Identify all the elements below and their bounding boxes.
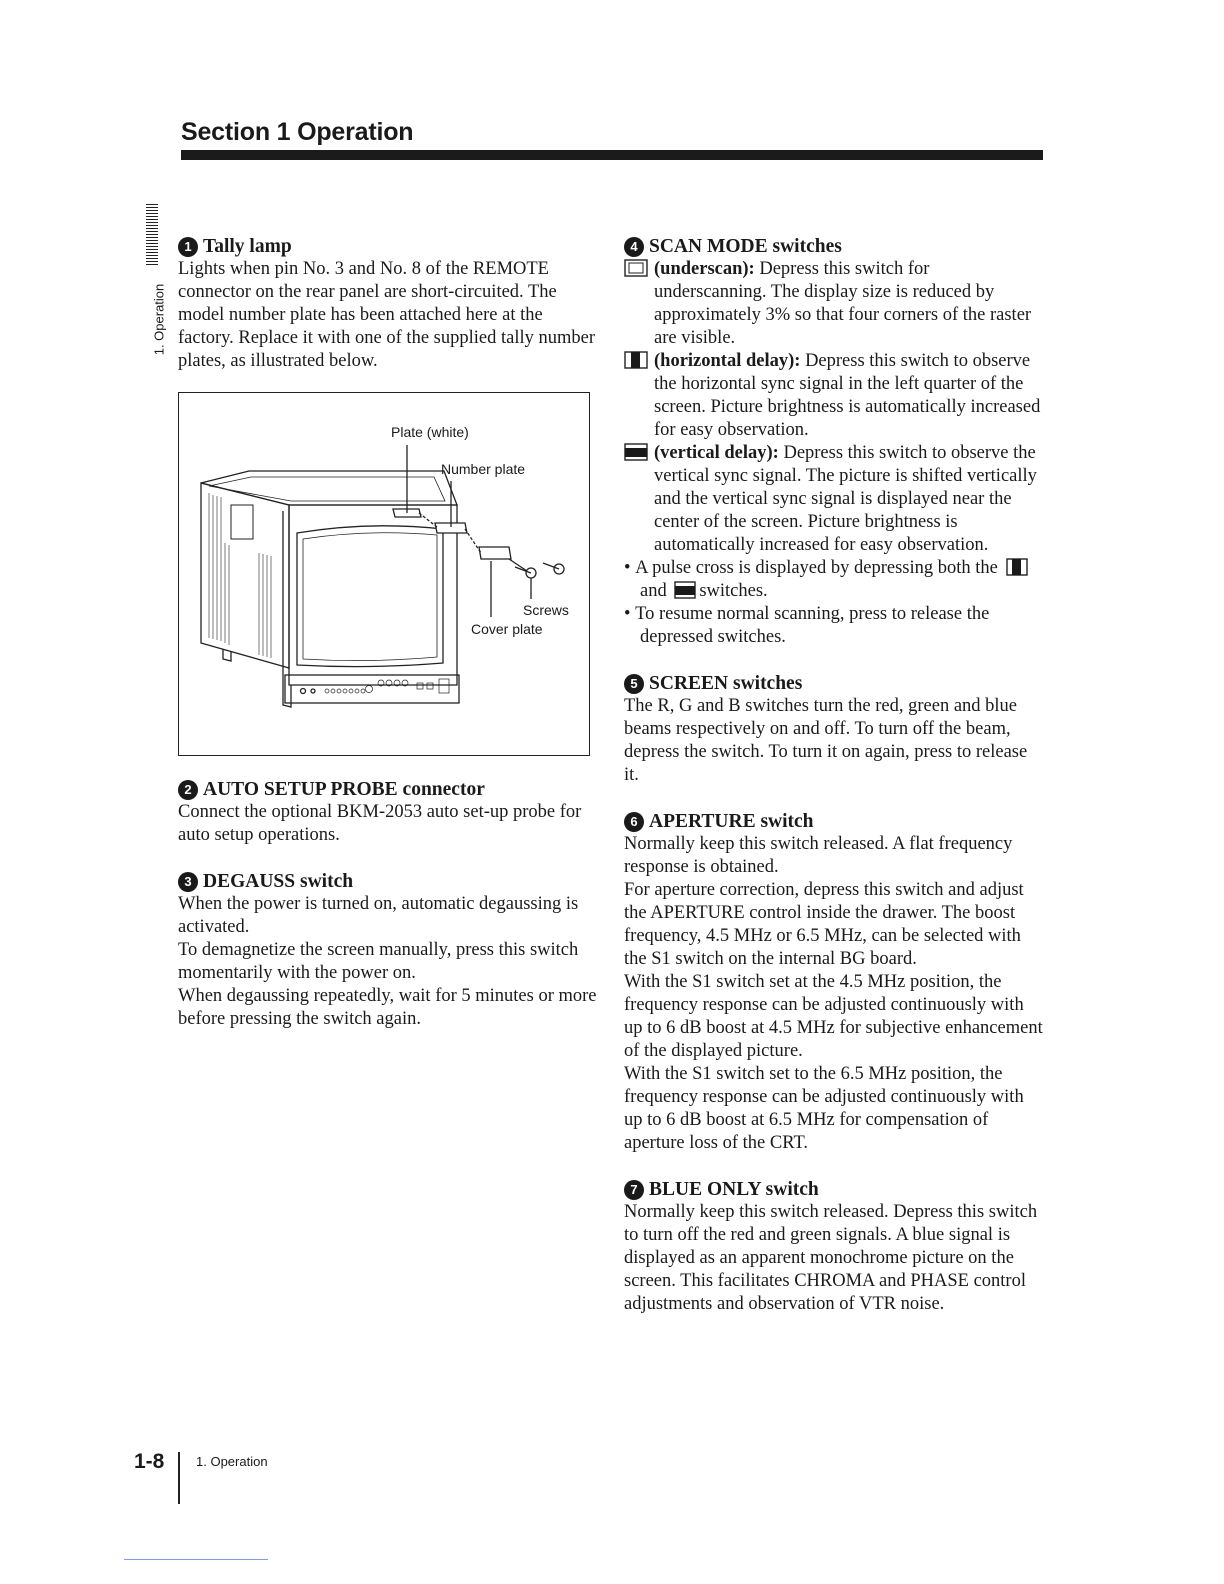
blue-body: Normally keep this switch released. Depress this switch to turn off the red and green signals. A blue signal is displayed as an apparent monochrome picture on the screen. This facilitates CHROMA and PHASE control adjustments and observation of VTR noise. bbox=[624, 1202, 1038, 1314]
degauss-p1: When the power is turned on, automatic degaussing is activated. bbox=[178, 894, 579, 937]
bullet1-a: A pulse cross is displayed by depressing both the bbox=[635, 558, 998, 578]
underscan-icon bbox=[624, 259, 648, 277]
blue-heading-text: BLUE ONLY switch bbox=[649, 1179, 819, 1200]
aperture-heading bbox=[624, 810, 1044, 833]
item-number-2: 2 bbox=[178, 780, 198, 800]
tally-plate-figure bbox=[178, 392, 590, 756]
label-cover-plate: Cover plate bbox=[471, 621, 543, 637]
side-tab bbox=[62, 100, 167, 356]
horizontal-delay-icon-inline bbox=[1006, 558, 1028, 576]
side-tab-label: 1. Operation bbox=[151, 283, 167, 356]
right-column bbox=[624, 235, 1044, 1316]
label-number-plate: Number plate bbox=[441, 461, 526, 477]
underscan-label: (underscan): bbox=[654, 259, 755, 279]
item-blue-only bbox=[624, 1178, 1044, 1316]
degauss-p2: To demagnetize the screen manually, press this switch momentarily with the power on. bbox=[178, 940, 579, 983]
hdelay-label: (horizontal delay): bbox=[654, 351, 801, 371]
footer-section-label: 1. Operation bbox=[196, 1454, 268, 1469]
degauss-heading-text: DEGAUSS switch bbox=[203, 871, 354, 892]
label-plate-white: Plate (white) bbox=[391, 424, 469, 440]
screen-heading bbox=[624, 672, 1044, 695]
side-tab-marker bbox=[146, 204, 158, 266]
item-tally-lamp bbox=[178, 235, 598, 373]
left-column bbox=[178, 235, 598, 1031]
item-auto-setup-probe bbox=[178, 778, 598, 847]
item-number-5: 5 bbox=[624, 674, 644, 694]
footer-rule bbox=[178, 1452, 180, 1504]
item-screen-switches bbox=[624, 672, 1044, 787]
probe-heading bbox=[178, 778, 598, 801]
bullet2-text: To resume normal scanning, press to release the depressed switches. bbox=[635, 604, 990, 647]
underscan-entry bbox=[624, 258, 1044, 350]
page-number: 1-8 bbox=[134, 1450, 165, 1473]
hdelay-entry bbox=[624, 350, 1044, 442]
blue-heading bbox=[624, 1178, 1044, 1201]
tally-heading bbox=[178, 235, 598, 258]
tally-heading-text: Tally lamp bbox=[203, 236, 292, 257]
label-screws: Screws bbox=[523, 602, 569, 618]
item-scan-mode bbox=[624, 235, 1044, 649]
hdelay-text: Depress this switch to observe the horizontal sync signal in the left quarter of the screen. Picture brightness is automatically increased for easy observation. bbox=[654, 351, 1041, 440]
item-number-7: 7 bbox=[624, 1180, 644, 1200]
aperture-p1: Normally keep this switch released. A flat frequency response is obtained. bbox=[624, 834, 1013, 877]
item-number-1: 1 bbox=[178, 237, 198, 257]
vertical-delay-icon bbox=[624, 443, 648, 461]
monitor-illustration bbox=[179, 393, 589, 755]
title-rule bbox=[181, 150, 1043, 160]
bottom-line bbox=[124, 1559, 268, 1560]
item-aperture bbox=[624, 810, 1044, 1155]
item-number-4: 4 bbox=[624, 237, 644, 257]
horizontal-delay-icon bbox=[624, 351, 648, 369]
scan-bullet-pulse-cross: • A pulse cross is displayed by depressing both the and switches. bbox=[624, 557, 1044, 603]
vertical-delay-icon-inline bbox=[674, 581, 696, 599]
screen-body: The R, G and B switches turn the red, green and blue beams respectively on and off. To turn off the beam, depress the switch. To turn it on again, press to release it. bbox=[624, 696, 1028, 785]
aperture-heading-text: APERTURE switch bbox=[649, 811, 814, 832]
screen-heading-text: SCREEN switches bbox=[649, 673, 803, 694]
degauss-heading bbox=[178, 870, 598, 893]
bullet1-c: switches. bbox=[699, 581, 768, 601]
bullet1-b: and bbox=[640, 581, 667, 601]
aperture-p2: For aperture correction, depress this switch and adjust the APERTURE control inside the drawer. The boost frequency, 4.5 MHz or 6.5 MHz, can be selected with the S1 switch on the internal BG board. bbox=[624, 880, 1024, 969]
vdelay-entry bbox=[624, 442, 1044, 557]
aperture-p4: With the S1 switch set to the 6.5 MHz position, the frequency response can be adjusted continuously with up to 6 dB boost at 6.5 MHz for compensation of aperture loss of the CRT. bbox=[624, 1064, 1024, 1153]
section-title: Section 1 Operation bbox=[181, 118, 414, 146]
probe-body: Connect the optional BKM-2053 auto set-up probe for auto setup operations. bbox=[178, 802, 582, 845]
underscan-text: Depress this switch for underscanning. The display size is reduced by approximately 3% so that four corners of the raster are visible. bbox=[654, 259, 1032, 348]
item-number-6: 6 bbox=[624, 812, 644, 832]
scan-bullet-resume: • To resume normal scanning, press to release the depressed switches. bbox=[624, 604, 990, 647]
aperture-p3: With the S1 switch set at the 4.5 MHz position, the frequency response can be adjusted continuously with up to 6 dB boost at 4.5 MHz for subjective enhancement of the displayed picture. bbox=[624, 972, 1043, 1061]
probe-heading-text: AUTO SETUP PROBE connector bbox=[203, 779, 485, 800]
degauss-p3: When degaussing repeatedly, wait for 5 minutes or more before pressing the switch again. bbox=[178, 986, 597, 1029]
scan-heading-text: SCAN MODE switches bbox=[649, 236, 842, 257]
tally-body: Lights when pin No. 3 and No. 8 of the REMOTE connector on the rear panel are short-circuited. The model number plate has been attached here at the factory. Replace it with one of the supplied tally number plates, as illustrated below. bbox=[178, 259, 595, 371]
item-degauss bbox=[178, 870, 598, 1031]
vdelay-text: Depress this switch to observe the vertical sync signal. The picture is shifted vertically and the vertical sync signal is displayed near the center of the screen. Picture brightness is automatically increased for easy observation. bbox=[654, 443, 1037, 555]
scan-heading bbox=[624, 235, 1044, 258]
item-number-3: 3 bbox=[178, 872, 198, 892]
vdelay-label: (vertical delay): bbox=[654, 443, 779, 463]
